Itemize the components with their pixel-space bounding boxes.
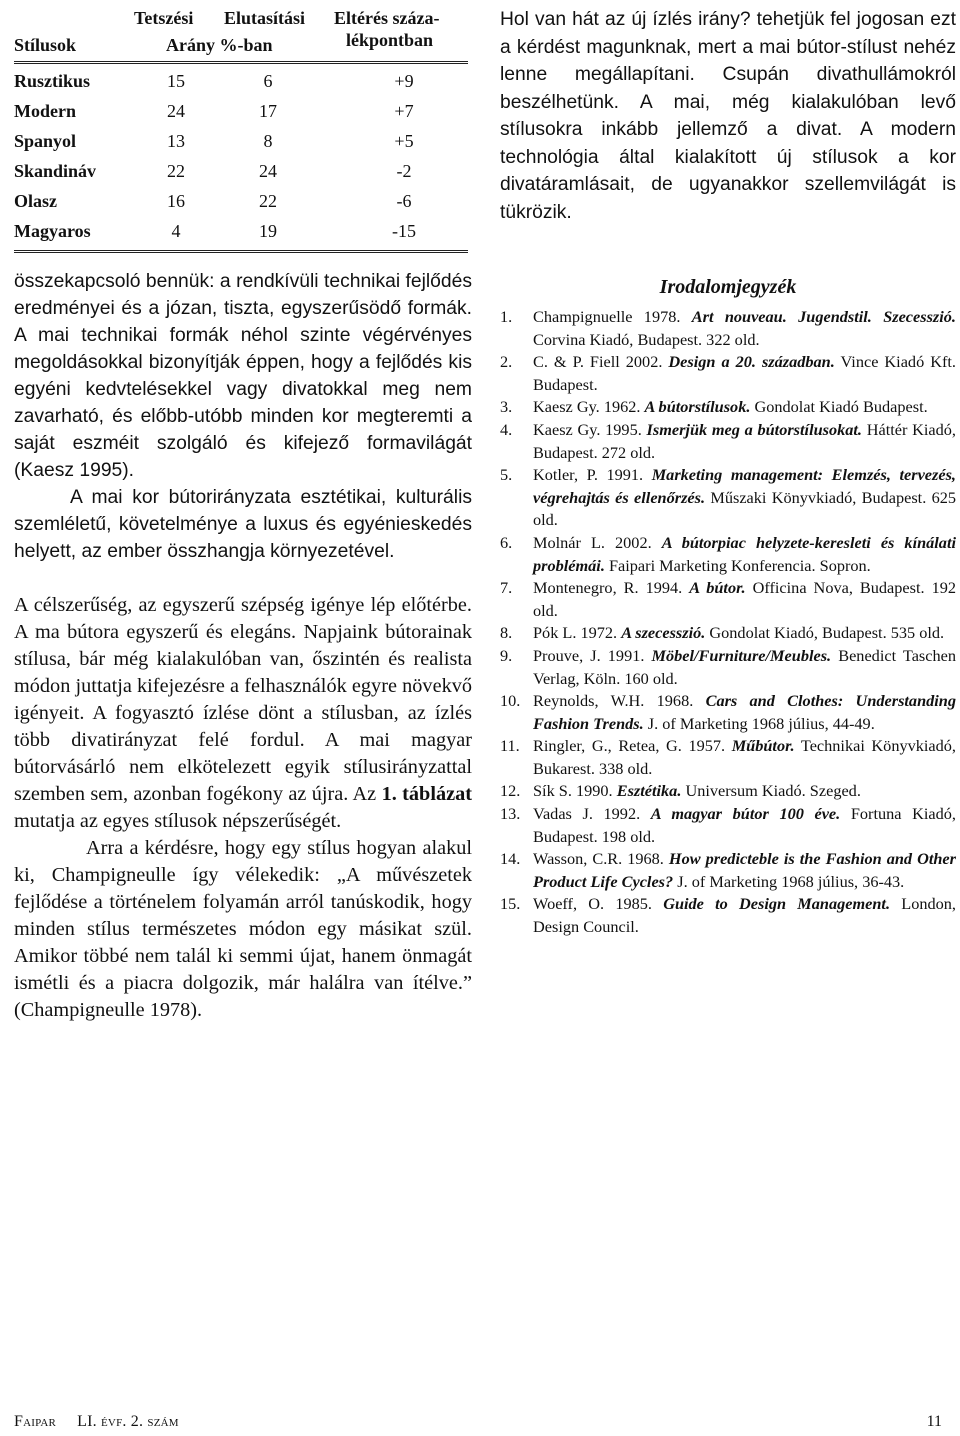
row-elteres: +7	[394, 101, 414, 121]
left-column-sans	[14, 268, 472, 565]
row-tetszesi: 24	[167, 101, 185, 121]
row-tetszesi: 16	[167, 191, 185, 211]
reference-item	[500, 396, 956, 419]
row-style-name: Rusztikus	[14, 71, 91, 91]
header-elteres-line2: lékpontban	[346, 30, 434, 50]
reference-number: 2.	[500, 352, 513, 372]
reference-title: A magyar bútor 100 éve.	[650, 804, 841, 824]
reference-author: Kaesz Gy. 1962.	[533, 397, 645, 417]
row-style-name: Modern	[14, 101, 76, 121]
table-row	[14, 126, 468, 156]
body-paragraph	[14, 592, 472, 835]
reference-number: 14.	[500, 849, 521, 869]
reference-item	[500, 622, 956, 645]
header-elteres-line1: Eltérés száza-	[334, 8, 440, 28]
reference-author: Vadas J. 1992.	[533, 804, 651, 824]
reference-item	[500, 803, 956, 848]
footer-journal	[14, 1410, 179, 1434]
reference-title: Art nouveau. Jugendstil. Szecesszió.	[691, 307, 957, 326]
reference-number: 9.	[500, 645, 513, 665]
reference-author: Reynolds, W.H. 1968.	[533, 691, 706, 711]
reference-publisher: Háttér Kiadó, Budapest. 272 old.	[533, 419, 956, 462]
reference-item	[500, 419, 956, 464]
row-style-name: Olasz	[14, 191, 57, 211]
reference-author: Prouve, J. 1991.	[533, 645, 652, 665]
reference-number: 12.	[500, 781, 521, 801]
reference-author: Woeff, O. 1985.	[533, 894, 664, 914]
reference-author: Ringler, G., Retea, G. 1957.	[533, 736, 732, 756]
reference-author: Kaesz Gy. 1995.	[533, 419, 647, 439]
table-row	[14, 96, 468, 126]
reference-author: Kotler, P. 1991.	[533, 465, 652, 485]
reference-author: Pók L. 1972.	[533, 623, 622, 643]
row-elutasitasi: 24	[259, 161, 277, 181]
reference-item	[500, 645, 956, 690]
row-style-name: Skandináv	[14, 161, 97, 181]
reference-number: 15.	[500, 894, 521, 914]
style-popularity-table	[14, 4, 468, 246]
reference-title: Marketing management: Elemzés, tervezés, végrehajtás és ellenőrzés.	[533, 465, 956, 507]
row-elteres: -2	[396, 161, 412, 181]
page-footer	[14, 1410, 942, 1434]
reference-item	[500, 464, 956, 532]
reference-author: C. & P. Fiell 2002.	[533, 352, 669, 372]
table-reference: 1. táblázat	[381, 783, 472, 805]
reference-publisher: Műszaki Könyvkiadó, Budapest. 625 old.	[533, 487, 957, 530]
reference-title: Műbútor.	[731, 736, 795, 756]
row-tetszesi: 4	[171, 221, 181, 241]
reference-title: Esztétika.	[616, 781, 682, 801]
reference-author: Wasson, C.R. 1968.	[533, 849, 669, 869]
reference-title: How predicteble is the Fashion and Other Product Life Cycles?	[533, 849, 956, 891]
reference-title: A bútorpiac helyzete-keresleti és kínálati problémái.	[533, 532, 956, 575]
table-row	[14, 156, 468, 186]
reference-number: 5.	[500, 465, 513, 485]
row-elutasitasi: 22	[259, 191, 277, 211]
body-text: mutatja az egyes stílusok népszerűségét.	[14, 810, 342, 832]
table-header	[14, 4, 468, 64]
reference-item	[500, 893, 956, 938]
reference-item	[500, 780, 956, 803]
reference-publisher: London, Design Council.	[533, 894, 956, 937]
reference-item	[500, 351, 956, 396]
references-title: Irodalomjegyzék	[659, 276, 797, 298]
reference-item	[500, 690, 956, 735]
reference-item	[500, 735, 956, 780]
header-tetszesi: Tetszési	[134, 8, 194, 28]
reference-number: 11.	[500, 736, 520, 756]
page-number: 11	[926, 1413, 942, 1430]
row-elteres: -15	[392, 221, 416, 241]
row-elteres: -6	[396, 191, 412, 211]
reference-publisher: J. of Marketing 1968 július, 36-43.	[673, 871, 905, 891]
reference-author: Molnár L. 2002.	[533, 532, 662, 552]
intro-paragraph: Hol van hát az új ízlés irány? tehetjük fel jogosan ezt a kérdést magunknak, mert a mai bútor-stílust nehéz lenne megállapítani. Csupán divathullámokról beszélhetünk. A mai, még kialakulóban levő stílusokra inkább jellemző a divat. A modern technológia által kialakított új stílusok a kor divatáramlásait, de ugyanakkor szellemvilágát is tükrözik.	[500, 9, 956, 223]
footer-journal-name: Faipar	[14, 1413, 57, 1430]
reference-number: 10.	[500, 691, 521, 711]
reference-publisher: Officina Nova, Budapest. 192 old.	[533, 578, 957, 620]
footer-issue: LI. évf. 2. szám	[77, 1413, 179, 1430]
reference-title: Ismerjük meg a bútorstílusokat.	[646, 419, 862, 439]
reference-publisher: Technikai Könyvkiadó, Bukarest. 338 old.	[533, 736, 956, 778]
reference-title: Design a 20. században.	[668, 352, 835, 372]
header-elutasitasi: Elutasítási	[224, 8, 306, 28]
reference-publisher: Gondolat Kiadó, Budapest. 535 old.	[705, 623, 945, 643]
reference-author: Champignuelle 1978.	[533, 307, 692, 326]
reference-item	[500, 577, 956, 622]
reference-item	[500, 306, 956, 351]
reference-number: 3.	[500, 397, 513, 417]
table-row	[14, 66, 468, 96]
body-paragraph: Arra a kérdésre, hogy egy stílus hogyan alakul ki, Champigneulle így vélekedik: „A művészetek fejlődése a történelem folyamán arról tanúskodik, hogy minden stílus természetes módon egy másikat szül. Amikor többé nem talál ki semmi újat, hanem önmagát ismétli és a piacra dolgozik, már halálra van ítélve.” (Champigneulle 1978).	[14, 837, 472, 1021]
reference-title: A bútor.	[689, 578, 746, 598]
header-arany: Arány %-ban	[166, 35, 273, 55]
reference-title: A bútorstílusok.	[644, 397, 751, 417]
row-elutasitasi: 19	[259, 221, 277, 241]
table-row	[14, 186, 468, 216]
reference-number: 13.	[500, 804, 521, 824]
reference-title: Möbel/Furniture/Meubles.	[651, 645, 832, 665]
reference-publisher: Vince Kiadó Kft. Budapest.	[533, 352, 956, 394]
body-paragraph: összekapcsoló bennük: a rendkívüli technikai fejlődés eredményei és a józan, tiszta, egyszerűsödő formák. A mai technikai formák néhol szinte végérvényes megoldásokkal bizonyítják éppen, hogy a fejlődés kis egyéni kedvtelésekkel vagy divatokkal meg nem zavarható, és előbb-utóbb minden kor megteremti a saját eszméit szolgáló és kifejező formavilágát (Kaesz 1995).	[14, 271, 472, 481]
reference-number: 1.	[500, 307, 513, 326]
reference-publisher: Benedict Taschen Verlag, Köln. 160 old.	[533, 645, 956, 688]
row-elutasitasi: 8	[263, 131, 273, 151]
reference-publisher: Universum Kiadó. Szeged.	[681, 781, 861, 801]
reference-publisher: J. of Marketing 1968 július, 44-49.	[643, 713, 875, 733]
reference-number: 8.	[500, 623, 513, 643]
reference-publisher: Faipari Marketing Konferencia. Sopron.	[604, 555, 871, 575]
reference-number: 7.	[500, 578, 513, 598]
row-elteres: +5	[394, 131, 414, 151]
reference-title: A szecesszió.	[621, 623, 706, 643]
reference-item	[500, 848, 956, 893]
row-tetszesi: 15	[167, 71, 185, 91]
left-column-serif	[14, 592, 472, 1024]
reference-title: Cars and Clothes: Understanding Fashion Trends.	[533, 691, 956, 733]
row-elteres: +9	[394, 71, 414, 91]
row-elutasitasi: 17	[259, 101, 277, 121]
body-paragraph: A mai kor bútorirányzata esztétikai, kulturális szemléletű, követelménye a luxus és egyénieskedés helyett, az ember összhangja környezetével.	[14, 487, 472, 562]
reference-number: 4.	[500, 419, 513, 439]
reference-publisher: Gondolat Kiadó Budapest.	[750, 397, 928, 417]
reference-publisher: Fortuna Kiadó, Budapest. 198 old.	[533, 804, 956, 846]
references-list	[500, 306, 956, 939]
reference-author: Sík S. 1990.	[533, 781, 617, 801]
row-style-name: Spanyol	[14, 131, 77, 151]
body-text: A célszerűség, az egyszerű szépség igénye lép előtérbe. A ma bútora egyszerű és elegáns. Napjaink bútorainak stílusa, bár még kialakulóban van, őszintén és realista módon juttatja kifejezésre a felhasználók egyre növekvő igényeit. A fogyasztó ízlése dönt a stílusban, az ízlés több divatirányzat felé fordul. A mai magyar bútorvásárló nem elkötelezett egyik stílusirányzattal szemben sem, azonban fogékony az újra. Az	[14, 594, 472, 805]
reference-number: 6.	[500, 532, 513, 552]
reference-item	[500, 532, 956, 577]
row-tetszesi: 13	[167, 131, 185, 151]
row-style-name: Magyaros	[14, 221, 91, 241]
table-bottom-rule	[14, 250, 468, 253]
row-elutasitasi: 6	[263, 71, 273, 91]
table-row	[14, 216, 468, 246]
reference-title: Guide to Design Management.	[663, 894, 891, 914]
row-tetszesi: 22	[167, 161, 185, 181]
reference-publisher: Corvina Kiadó, Budapest. 322 old.	[533, 329, 760, 349]
header-stilusok: Stílusok	[14, 35, 77, 55]
reference-author: Montenegro, R. 1994.	[533, 578, 690, 598]
